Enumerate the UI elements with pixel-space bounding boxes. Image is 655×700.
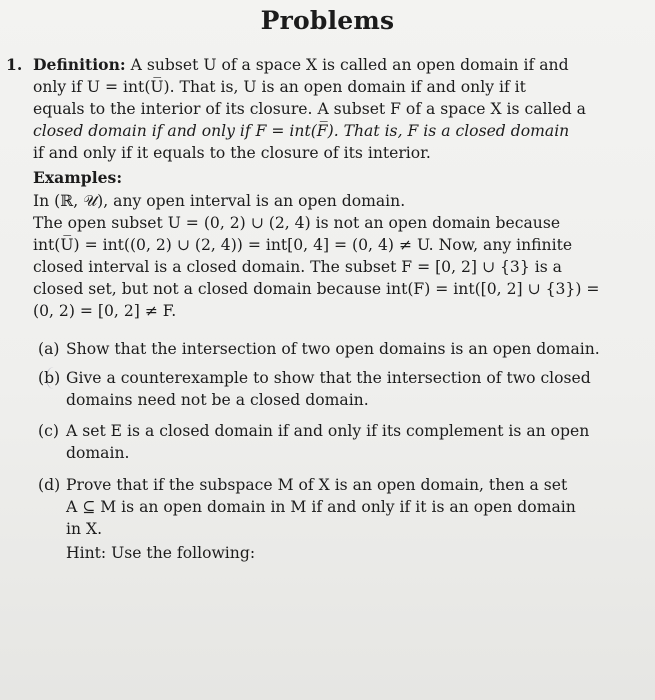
definition-line-3: equals to the interior of its closure. A subset F of a space X is called a	[33, 100, 586, 118]
examples-line-5: closed set, but not a closed domain because int(F) = int([0, 2] ∪ {3}) =	[33, 280, 600, 298]
part-b-line-1: Give a counterexample to show that the intersection of two closed	[66, 369, 591, 387]
definition-line-4: closed domain if and only if F = int(F̅). That is, F is a closed domain	[33, 122, 570, 140]
part-d-line-3: in X.	[66, 520, 103, 538]
examples-line-6: (0, 2) = [0, 2] ≠ F.	[33, 302, 177, 320]
examples-line-4: closed interval is a closed domain. The subset F = [0, 2] ∪ {3} is a	[33, 258, 562, 276]
part-d-line-1: Prove that if the subspace M of X is an open domain, then a set	[66, 476, 568, 494]
definition-line-2: only if U = int(U̅). That is, U is an open domain if and only if it	[33, 78, 526, 96]
part-b-label: (b)	[38, 369, 61, 387]
problem-number: 1.	[6, 55, 23, 74]
part-a-line-1: Show that the intersection of two open domains is an open domain.	[66, 340, 600, 358]
part-d-line-2: A ⊆ M is an open domain in M if and only if it is an open domain	[66, 498, 576, 516]
part-b-line-2: domains need not be a closed domain.	[66, 391, 369, 409]
examples-label: Examples:	[33, 168, 123, 187]
definition-line-1	[33, 55, 569, 75]
part-a-label: (a)	[38, 340, 60, 358]
part-d-label: (d)	[38, 476, 61, 494]
definition-label: Definition:	[33, 55, 126, 74]
examples-line-1: In (ℝ, 𝒰), any open interval is an open domain.	[33, 192, 406, 210]
part-c-line-2: domain.	[66, 444, 130, 462]
definition-line-5: if and only if it equals to the closure of its interior.	[33, 144, 431, 162]
definition-text-1: A subset U of a space X is called an open domain if and	[130, 56, 569, 74]
examples-line-2: The open subset U = (0, 2) ∪ (2, 4) is not an open domain because	[33, 214, 561, 232]
part-c-line-1: A set E is a closed domain if and only if its complement is an open	[66, 422, 590, 440]
page-title: Problems	[260, 6, 395, 35]
part-c-label: (c)	[38, 422, 59, 440]
hint-text: Hint: Use the following:	[66, 544, 256, 562]
examples-line-3: int(U̅) = int((0, 2) ∪ (2, 4)) = int[0, 4] = (0, 4) ≠ U. Now, any infinite	[33, 236, 573, 254]
